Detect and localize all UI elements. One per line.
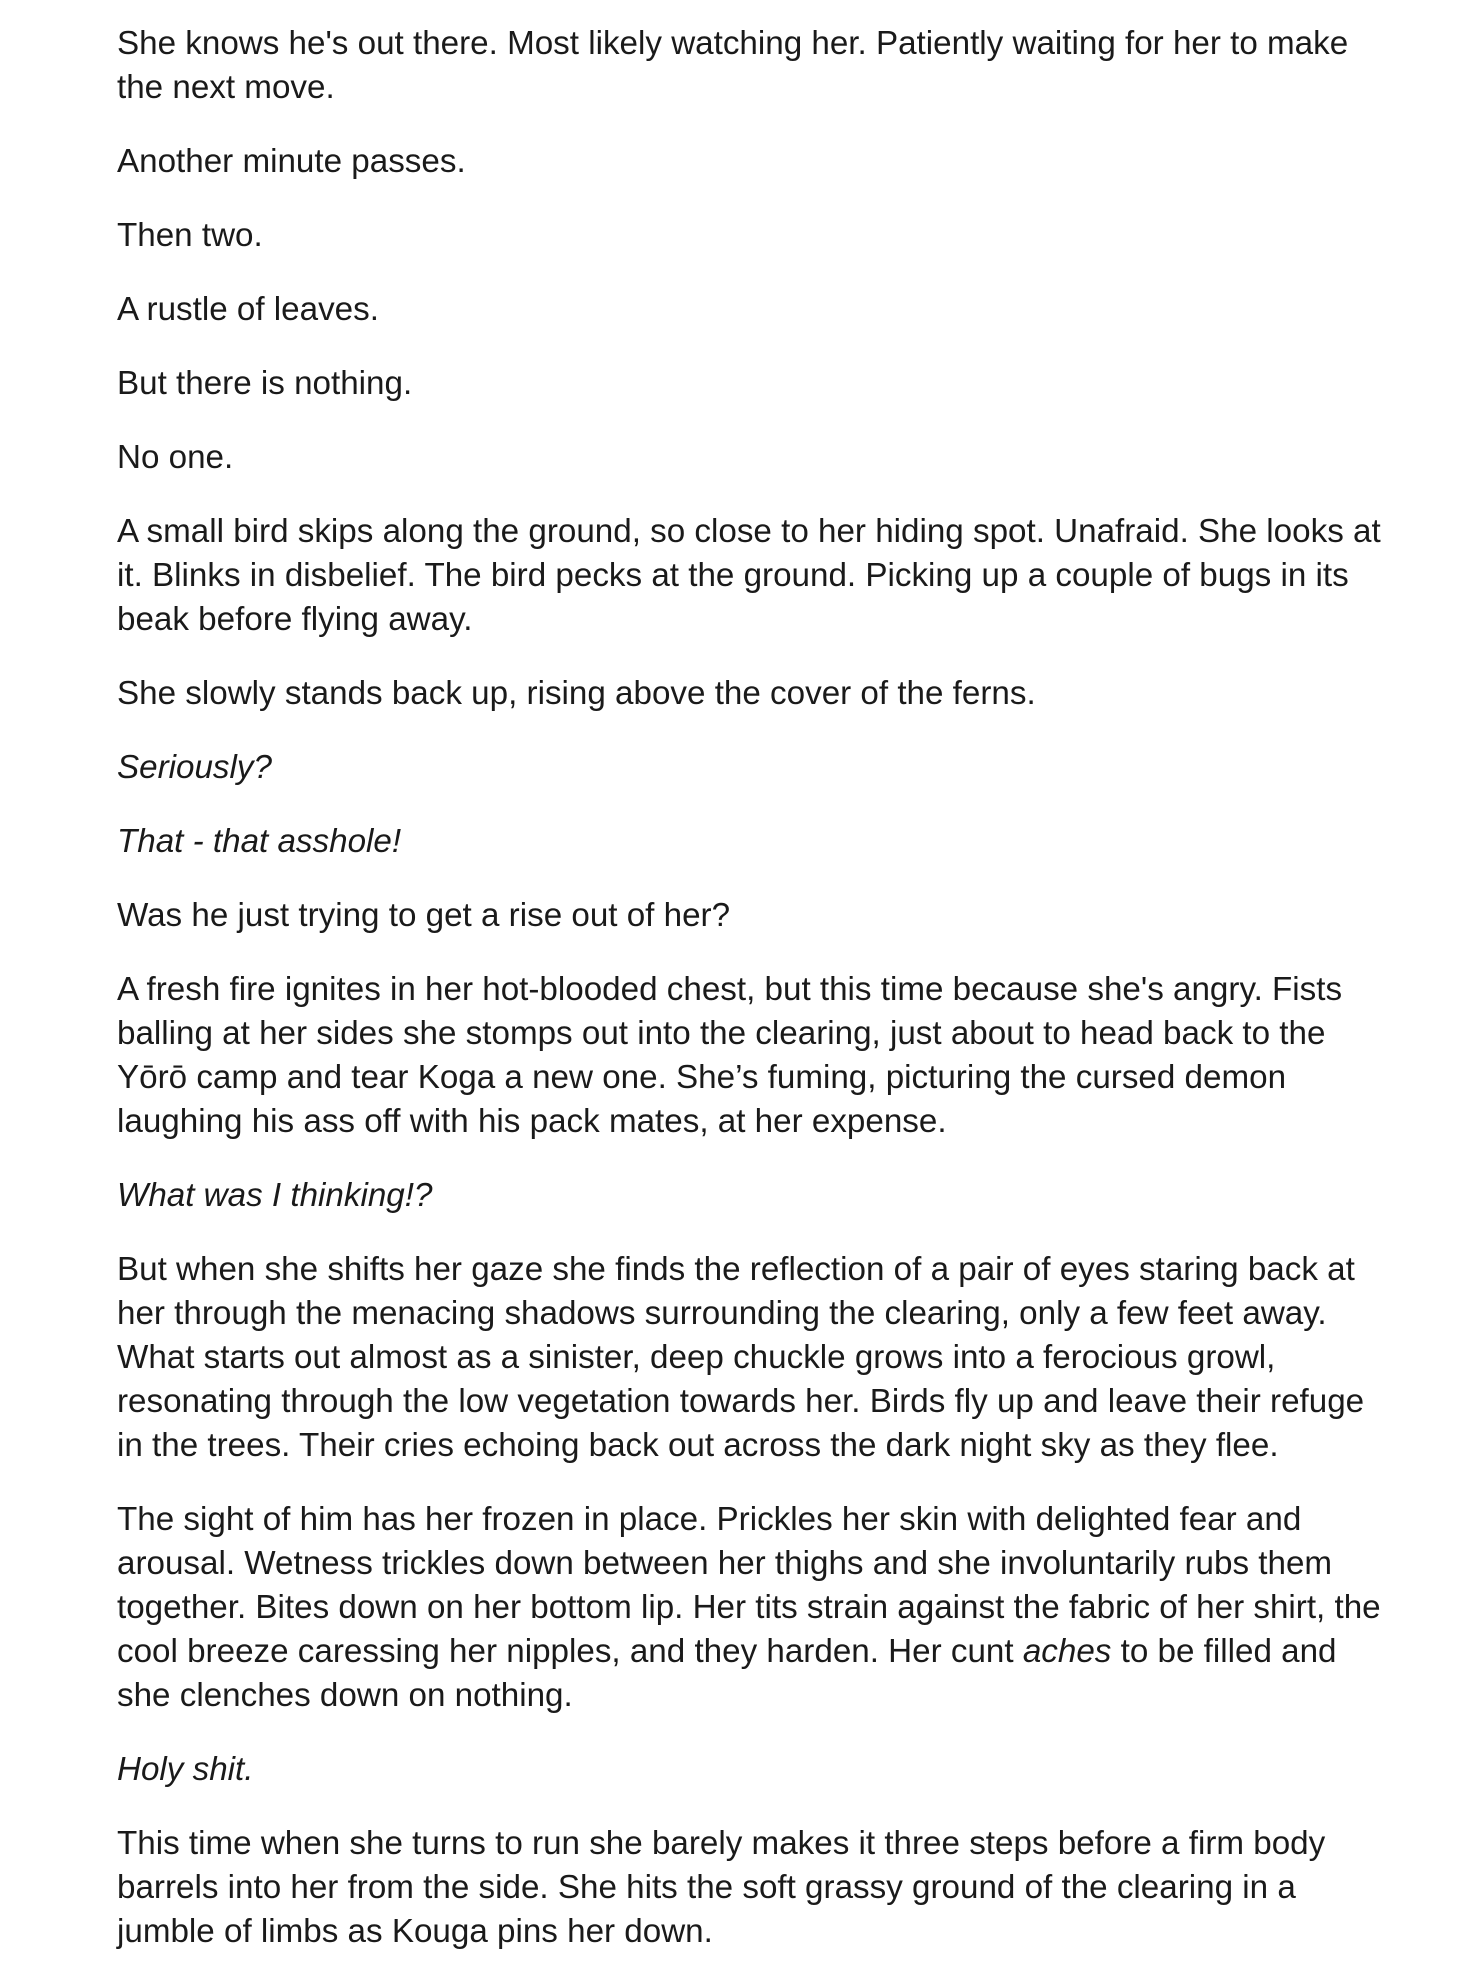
- paragraph: Then two.: [117, 217, 263, 254]
- paragraph: No one.: [117, 439, 234, 476]
- paragraph: Was he just trying to get a rise out of her?: [117, 897, 731, 934]
- italic-thought: Seriously?: [117, 749, 272, 786]
- paragraph: But there is nothing.: [117, 365, 413, 402]
- paragraph-text-before: The sight of him has her frozen in place. Prickles her skin with delighted fear and arousal. Wetness trickles down between her thighs and she involuntarily rubs them together. Bites down on her bottom lip. Her tits strain against the fabric of her shirt, the cool breeze caressing her nipples, and they harden. Her cunt: [117, 1501, 1381, 1670]
- paragraph-with-emphasis: [117, 1498, 1387, 1718]
- document-body: [117, 22, 1387, 1984]
- italic-thought: What was I thinking!?: [117, 1177, 433, 1214]
- paragraph: A small bird skips along the ground, so close to her hiding spot. Unafraid. She looks at it. Blinks in disbelief. The bird pecks at the ground. Picking up a couple of bugs in its beak before flying away.: [117, 513, 1381, 638]
- paragraph: Another minute passes.: [117, 143, 466, 180]
- paragraph: She slowly stands back up, rising above the cover of the ferns.: [117, 675, 1036, 712]
- italic-thought: Holy shit.: [117, 1751, 254, 1788]
- paragraph: A rustle of leaves.: [117, 291, 379, 328]
- italic-thought: That - that asshole!: [117, 823, 402, 860]
- emphasized-word: aches: [1022, 1633, 1112, 1670]
- paragraph: But when she shifts her gaze she finds the reflection of a pair of eyes staring back at her through the menacing shadows surrounding the clearing, only a few feet away. What starts out almost as a sinister, deep chuckle grows into a ferocious growl, resonating through the low vegetation towards her. Birds fly up and leave their refuge in the trees. Their cries echoing back out across the dark night sky as they flee.: [117, 1251, 1365, 1464]
- paragraph: She knows he's out there. Most likely watching her. Patiently waiting for her to make the next move.: [117, 25, 1349, 106]
- paragraph-text-after: to be filled and she clenches down on nothing.: [117, 1633, 1337, 1714]
- paragraph: A fresh fire ignites in her hot-blooded chest, but this time because she's angry. Fists balling at her sides she stomps out into the clearing, just about to head back to the Yōrō camp and tear Koga a new one. She’s fuming, picturing the cursed demon laughing his ass off with his pack mates, at her expense.: [117, 971, 1343, 1140]
- paragraph: This time when she turns to run she barely makes it three steps before a firm body barrels into her from the side. She hits the soft grassy ground of the clearing in a jumble of limbs as Kouga pins her down.: [117, 1825, 1326, 1950]
